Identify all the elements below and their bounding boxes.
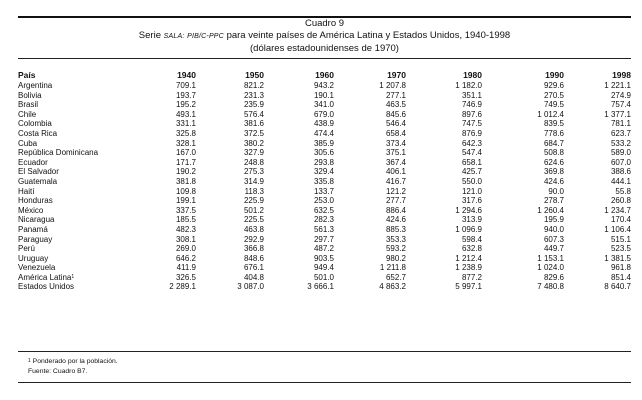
value-cell: 607.0 (610, 157, 631, 167)
country-name: Paraguay (18, 234, 53, 244)
value-cell: 658.1 (461, 157, 482, 167)
value-cell: 109.8 (175, 186, 196, 196)
table-row (18, 263, 631, 273)
value-cell: 848.6 (243, 253, 264, 263)
value-cell: 607.3 (543, 234, 564, 244)
country-cell (18, 177, 136, 187)
country-name: Perú (18, 244, 35, 254)
value-cell: 366.8 (243, 244, 264, 254)
table-bottom-rule (18, 351, 631, 352)
data-table (18, 70, 631, 292)
table-row (18, 158, 631, 168)
country-name: Brasil (18, 100, 39, 110)
table-row (18, 139, 631, 149)
country-name: El Salvador (18, 167, 59, 177)
value-cell: 404.8 (243, 272, 264, 282)
country-cell (18, 254, 136, 264)
country-name: Panamá (18, 224, 48, 234)
value-cell: 515.1 (610, 234, 631, 244)
value-cell: 293.8 (313, 157, 334, 167)
value-cell: 325.8 (175, 128, 196, 138)
country-name: México (18, 205, 44, 215)
value-cell: 482.3 (175, 224, 196, 234)
value-cell: 292.9 (243, 234, 264, 244)
value-cell: 190.2 (175, 167, 196, 177)
country-cell (18, 235, 136, 245)
value-cell: 646.2 (175, 253, 196, 263)
value-cell: 199.1 (175, 196, 196, 206)
value-cell: 269.0 (175, 244, 196, 254)
table-row (18, 196, 631, 206)
value-cell: 367.4 (385, 157, 406, 167)
country-cell (18, 187, 136, 197)
value-cell: 335.8 (313, 176, 334, 186)
value-cell: 1 381.5 (604, 253, 631, 263)
value-cell: 381.6 (243, 119, 264, 129)
value-cell: 1 377.1 (604, 109, 631, 119)
column-header-year: 1950 (245, 69, 264, 80)
table-row (18, 119, 631, 129)
bottom-rule (18, 382, 631, 383)
value-cell: 270.5 (543, 90, 564, 100)
value-cell: 4 863.2 (379, 282, 406, 292)
value-cell: 337.5 (175, 205, 196, 215)
value-cell: 121.2 (385, 186, 406, 196)
title-sala: SALA: (163, 33, 185, 40)
table-row (18, 273, 631, 283)
value-cell: 275.3 (243, 167, 264, 177)
value-cell: 903.5 (313, 253, 334, 263)
value-cell: 308.1 (175, 234, 196, 244)
table-row (18, 225, 631, 235)
value-cell: 424.6 (385, 215, 406, 225)
value-cell: 501.0 (313, 272, 334, 282)
value-cell: 1 182.0 (455, 81, 482, 90)
value-cell: 851.4 (610, 272, 631, 282)
value-cell: 253.0 (313, 196, 334, 206)
value-cell: 326.5 (175, 272, 196, 282)
value-cell: 305.6 (313, 148, 334, 158)
source-note: Fuente: Cuadro B7. (28, 367, 88, 375)
value-cell: 821.2 (243, 81, 264, 90)
value-cell: 679.0 (313, 109, 334, 119)
value-cell: 474.4 (313, 128, 334, 138)
value-cell: 658.4 (385, 128, 406, 138)
value-cell: 589.0 (610, 148, 631, 158)
country-cell (18, 148, 136, 158)
value-cell: 195.9 (543, 215, 564, 225)
value-cell: 133.7 (313, 186, 334, 196)
value-cell: 341.0 (313, 100, 334, 110)
value-cell: 444.1 (610, 176, 631, 186)
value-cell: 1 096.9 (455, 224, 482, 234)
column-header-year: 1960 (315, 69, 334, 80)
value-cell: 980.2 (385, 253, 406, 263)
value-cell: 235.9 (243, 100, 264, 110)
value-cell: 231.3 (243, 90, 264, 100)
value-cell: 2 289.1 (169, 282, 196, 292)
value-cell: 8 640.7 (604, 282, 631, 292)
header-rule (18, 58, 631, 59)
value-cell: 487.2 (313, 244, 334, 254)
value-cell: 1 221.1 (604, 81, 631, 90)
value-cell: 463.8 (243, 224, 264, 234)
value-cell: 623.7 (610, 128, 631, 138)
value-cell: 886.4 (385, 205, 406, 215)
value-cell: 463.5 (385, 100, 406, 110)
value-cell: 501.2 (243, 205, 264, 215)
footnote-mark: 1 (28, 358, 31, 364)
value-cell: 313.9 (461, 215, 482, 225)
value-cell: 943.2 (313, 81, 334, 90)
value-cell: 598.4 (461, 234, 482, 244)
table-row (18, 110, 631, 120)
table-header-row (18, 70, 631, 81)
country-cell (18, 158, 136, 168)
table-row (18, 167, 631, 177)
country-name: Guatemala (18, 176, 58, 186)
footnote (28, 357, 118, 367)
value-cell: 839.5 (543, 119, 564, 129)
value-cell: 929.6 (543, 81, 564, 90)
value-cell: 897.6 (461, 109, 482, 119)
value-cell: 1 211.8 (379, 263, 406, 273)
country-name: Costa Rica (18, 128, 58, 138)
value-cell: 508.8 (543, 148, 564, 158)
value-cell: 170.4 (610, 215, 631, 225)
value-cell: 193.7 (175, 90, 196, 100)
value-cell: 416.7 (385, 176, 406, 186)
value-cell: 1 294.6 (455, 205, 482, 215)
value-cell: 225.9 (243, 196, 264, 206)
value-cell: 3 087.0 (237, 282, 264, 292)
table-body (18, 81, 631, 292)
country-name: Bolivia (18, 90, 42, 100)
value-cell: 876.9 (461, 128, 482, 138)
value-cell: 493.1 (175, 109, 196, 119)
value-cell: 449.7 (543, 244, 564, 254)
value-cell: 380.2 (243, 138, 264, 148)
country-cell (18, 244, 136, 254)
country-name: Uruguay (18, 253, 49, 263)
value-cell: 406.1 (385, 167, 406, 177)
country-cell (18, 119, 136, 129)
value-cell: 424.6 (543, 176, 564, 186)
value-cell: 757.4 (610, 100, 631, 110)
footnote-text: Ponderado por la población. (32, 358, 118, 365)
value-cell: 425.7 (461, 167, 482, 177)
value-cell: 317.6 (461, 196, 482, 206)
value-cell: 375.1 (385, 148, 406, 158)
value-cell: 632.5 (313, 205, 334, 215)
value-cell: 593.2 (385, 244, 406, 254)
country-name: Honduras (18, 196, 53, 206)
value-cell: 277.1 (385, 90, 406, 100)
value-cell: 1 207.8 (379, 81, 406, 90)
table-row (18, 187, 631, 197)
value-cell: 684.7 (543, 138, 564, 148)
value-cell: 118.3 (244, 186, 264, 196)
value-cell: 576.4 (243, 109, 264, 119)
country-cell (18, 139, 136, 149)
value-cell: 523.5 (610, 244, 631, 254)
value-cell: 1 012.4 (537, 109, 564, 119)
country-cell (18, 206, 136, 216)
value-cell: 388.6 (610, 167, 631, 177)
value-cell: 845.6 (385, 109, 406, 119)
table-subtitle: (dólares estadounidenses de 1970) (250, 43, 399, 54)
title-prefix: Serie (138, 30, 161, 41)
country-name: Ecuador (18, 157, 48, 167)
table-row (18, 129, 631, 139)
country-name: Argentina (18, 81, 53, 90)
value-cell: 248.8 (243, 157, 264, 167)
table-row (18, 206, 631, 216)
value-cell: 749.5 (543, 100, 564, 110)
value-cell: 121.0 (461, 186, 482, 196)
column-header-year: 1998 (612, 69, 631, 80)
table-row (18, 254, 631, 264)
value-cell: 624.6 (543, 157, 564, 167)
column-header-year: 1980 (463, 69, 482, 80)
country-cell (18, 100, 136, 110)
value-cell: 373.4 (385, 138, 406, 148)
value-cell: 676.1 (243, 263, 264, 273)
table-row (18, 235, 631, 245)
table-row (18, 91, 631, 101)
title-abbr: PIB/C-PPC (187, 33, 224, 40)
country-name: América Latina (18, 272, 72, 282)
country-cell (18, 167, 136, 177)
table-row (18, 215, 631, 225)
value-cell: 260.8 (610, 196, 631, 206)
value-cell: 561.3 (313, 224, 334, 234)
column-header-country: País (18, 69, 36, 80)
notes (28, 357, 118, 376)
title-rest: para veinte países de América Latina y Estados Unidos, 1940-1998 (226, 30, 511, 41)
country-name: Nicaragua (18, 215, 55, 225)
country-cell (18, 282, 136, 292)
country-name: Haití (18, 186, 35, 196)
value-cell: 314.9 (243, 176, 264, 186)
value-cell: 55.8 (615, 186, 631, 196)
value-cell: 381.8 (175, 176, 196, 186)
value-cell: 747.5 (461, 119, 482, 129)
country-name: Cuba (18, 138, 38, 148)
value-cell: 547.4 (461, 148, 482, 158)
country-cell (18, 273, 136, 283)
country-name: Colombia (18, 119, 52, 129)
country-cell (18, 129, 136, 139)
column-header-year: 1970 (387, 69, 406, 80)
value-cell: 282.3 (313, 215, 334, 225)
value-cell: 195.2 (175, 100, 196, 110)
value-cell: 167.0 (175, 148, 196, 158)
country-cell (18, 215, 136, 225)
value-cell: 1 024.0 (537, 263, 564, 273)
value-cell: 190.1 (313, 90, 334, 100)
value-cell: 372.5 (243, 128, 264, 138)
value-cell: 3 666.1 (307, 282, 334, 292)
value-cell: 1 238.9 (455, 263, 482, 273)
value-cell: 411.9 (176, 263, 196, 273)
table-row (18, 81, 631, 91)
value-cell: 353.3 (385, 234, 406, 244)
country-cell (18, 225, 136, 235)
country-footnote-mark: 1 (71, 273, 75, 280)
country-cell (18, 81, 136, 91)
table-number: Cuadro 9 (304, 18, 345, 29)
country-cell (18, 196, 136, 206)
value-cell: 1 234.7 (604, 205, 631, 215)
column-header-year: 1990 (545, 69, 564, 80)
table-title (18, 30, 631, 43)
country-cell (18, 91, 136, 101)
value-cell: 327.9 (243, 148, 264, 158)
table-row (18, 100, 631, 110)
value-cell: 533.2 (610, 138, 631, 148)
value-cell: 1 153.1 (537, 253, 564, 263)
value-cell: 1 260.4 (537, 205, 564, 215)
value-cell: 274.9 (610, 90, 631, 100)
country-name: Estados Unidos (18, 282, 75, 292)
value-cell: 778.6 (543, 128, 564, 138)
country-name: República Dominicana (18, 148, 99, 158)
value-cell: 351.1 (461, 90, 482, 100)
value-cell: 642.3 (461, 138, 482, 148)
table-row (18, 244, 631, 254)
value-cell: 331.1 (175, 119, 196, 129)
country-cell (18, 110, 136, 120)
value-cell: 746.9 (461, 100, 482, 110)
value-cell: 949.4 (313, 263, 334, 273)
value-cell: 90.0 (548, 186, 564, 196)
country-name: Chile (18, 109, 37, 119)
value-cell: 829.6 (543, 272, 564, 282)
value-cell: 5 997.1 (455, 282, 482, 292)
table-row (18, 148, 631, 158)
value-cell: 328.1 (175, 138, 196, 148)
value-cell: 550.0 (461, 176, 482, 186)
value-cell: 940.0 (543, 224, 564, 234)
value-cell: 171.7 (175, 157, 196, 167)
value-cell: 185.5 (175, 215, 196, 225)
table-caption (18, 18, 631, 55)
value-cell: 1 106.4 (604, 224, 631, 234)
value-cell: 632.8 (461, 244, 482, 254)
value-cell: 1 212.4 (455, 253, 482, 263)
value-cell: 277.7 (385, 196, 406, 206)
value-cell: 385.9 (313, 138, 334, 148)
table-row (18, 282, 631, 292)
value-cell: 278.7 (543, 196, 564, 206)
table-row (18, 177, 631, 187)
value-cell: 369.8 (543, 167, 564, 177)
column-header-year: 1940 (177, 69, 196, 80)
value-cell: 329.4 (313, 167, 334, 177)
value-cell: 438.9 (313, 119, 334, 129)
value-cell: 709.1 (175, 81, 196, 90)
value-cell: 546.4 (385, 119, 406, 129)
value-cell: 961.8 (610, 263, 631, 273)
value-cell: 781.1 (610, 119, 631, 129)
country-name: Venezuela (18, 263, 56, 273)
value-cell: 652.7 (385, 272, 406, 282)
value-cell: 877.2 (461, 272, 482, 282)
value-cell: 297.7 (313, 234, 334, 244)
value-cell: 225.5 (243, 215, 264, 225)
value-cell: 885.3 (385, 224, 406, 234)
value-cell: 7 480.8 (537, 282, 564, 292)
country-cell (18, 263, 136, 273)
